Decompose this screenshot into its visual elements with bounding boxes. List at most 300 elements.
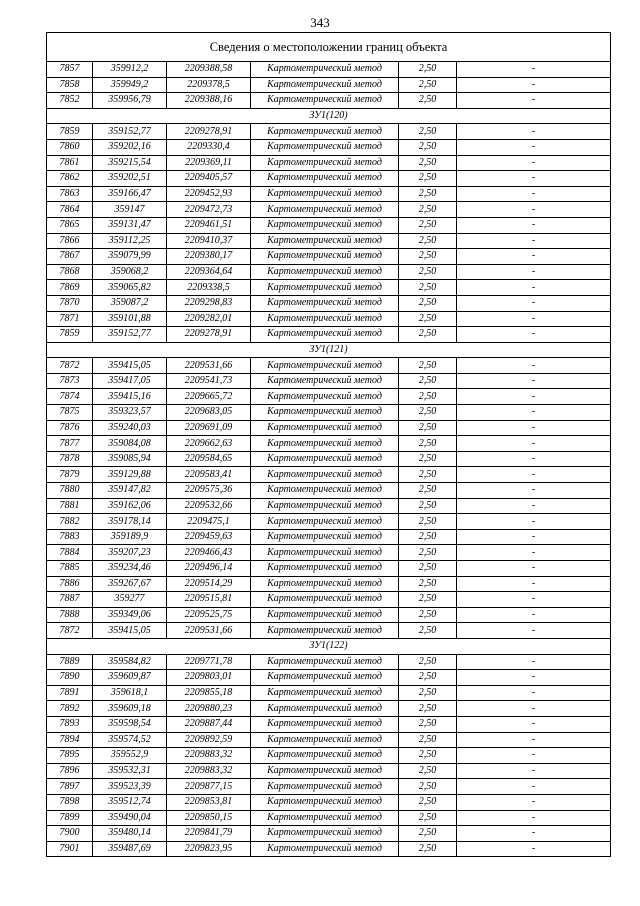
table-row xyxy=(47,373,611,389)
method-cell: Картометрический метод xyxy=(251,249,399,265)
x-coordinate-cell: 359523,39 xyxy=(93,779,167,795)
x-coordinate-cell: 359584,82 xyxy=(93,654,167,670)
method-cell: Картометрический метод xyxy=(251,233,399,249)
accuracy-cell: 2,50 xyxy=(399,529,457,545)
point-number-cell: 7888 xyxy=(47,607,93,623)
accuracy-cell: 2,50 xyxy=(399,171,457,187)
x-coordinate-cell: 359166,47 xyxy=(93,186,167,202)
table-row xyxy=(47,186,611,202)
accuracy-cell: 2,50 xyxy=(399,592,457,608)
description-cell: - xyxy=(457,794,611,810)
boundary-coordinates-table xyxy=(46,32,611,857)
description-cell: - xyxy=(457,93,611,109)
table-row xyxy=(47,623,611,639)
y-coordinate-cell: 2209278,91 xyxy=(167,327,251,343)
table-row xyxy=(47,202,611,218)
point-number-cell: 7876 xyxy=(47,420,93,436)
accuracy-cell: 2,50 xyxy=(399,358,457,374)
table-row xyxy=(47,654,611,670)
y-coordinate-cell: 2209541,73 xyxy=(167,373,251,389)
section-label: ЗУ1(121) xyxy=(47,342,611,358)
point-number-cell: 7865 xyxy=(47,217,93,233)
method-cell: Картометрический метод xyxy=(251,373,399,389)
accuracy-cell: 2,50 xyxy=(399,701,457,717)
description-cell: - xyxy=(457,280,611,296)
accuracy-cell: 2,50 xyxy=(399,124,457,140)
description-cell: - xyxy=(457,654,611,670)
method-cell: Картометрический метод xyxy=(251,77,399,93)
point-number-cell: 7886 xyxy=(47,576,93,592)
point-number-cell: 7874 xyxy=(47,389,93,405)
accuracy-cell: 2,50 xyxy=(399,514,457,530)
point-number-cell: 7852 xyxy=(47,93,93,109)
description-cell: - xyxy=(457,670,611,686)
description-cell: - xyxy=(457,171,611,187)
x-coordinate-cell: 359202,16 xyxy=(93,139,167,155)
method-cell: Картометрический метод xyxy=(251,436,399,452)
point-number-cell: 7859 xyxy=(47,327,93,343)
x-coordinate-cell: 359609,87 xyxy=(93,670,167,686)
point-number-cell: 7863 xyxy=(47,186,93,202)
x-coordinate-cell: 359234,46 xyxy=(93,561,167,577)
x-coordinate-cell: 359277 xyxy=(93,592,167,608)
table-row xyxy=(47,62,611,78)
accuracy-cell: 2,50 xyxy=(399,654,457,670)
description-cell: - xyxy=(457,311,611,327)
y-coordinate-cell: 2209691,09 xyxy=(167,420,251,436)
y-coordinate-cell: 2209410,37 xyxy=(167,233,251,249)
description-cell: - xyxy=(457,561,611,577)
method-cell: Картометрический метод xyxy=(251,592,399,608)
accuracy-cell: 2,50 xyxy=(399,841,457,857)
point-number-cell: 7872 xyxy=(47,623,93,639)
point-number-cell: 7900 xyxy=(47,826,93,842)
description-cell: - xyxy=(457,202,611,218)
accuracy-cell: 2,50 xyxy=(399,155,457,171)
section-header-row xyxy=(47,342,611,358)
accuracy-cell: 2,50 xyxy=(399,186,457,202)
y-coordinate-cell: 2209378,5 xyxy=(167,77,251,93)
point-number-cell: 7880 xyxy=(47,483,93,499)
y-coordinate-cell: 2209338,5 xyxy=(167,280,251,296)
x-coordinate-cell: 359068,2 xyxy=(93,264,167,280)
table-row xyxy=(47,217,611,233)
description-cell: - xyxy=(457,295,611,311)
table-row xyxy=(47,93,611,109)
table-row xyxy=(47,139,611,155)
accuracy-cell: 2,50 xyxy=(399,545,457,561)
x-coordinate-cell: 359129,88 xyxy=(93,467,167,483)
method-cell: Картометрический метод xyxy=(251,810,399,826)
accuracy-cell: 2,50 xyxy=(399,576,457,592)
description-cell: - xyxy=(457,732,611,748)
table-row xyxy=(47,405,611,421)
description-cell: - xyxy=(457,592,611,608)
x-coordinate-cell: 359178,14 xyxy=(93,514,167,530)
table-row xyxy=(47,77,611,93)
description-cell: - xyxy=(457,249,611,265)
y-coordinate-cell: 2209803,01 xyxy=(167,670,251,686)
point-number-cell: 7867 xyxy=(47,249,93,265)
description-cell: - xyxy=(457,358,611,374)
y-coordinate-cell: 2209880,23 xyxy=(167,701,251,717)
table-body xyxy=(47,33,611,857)
description-cell: - xyxy=(457,420,611,436)
description-cell: - xyxy=(457,716,611,732)
point-number-cell: 7898 xyxy=(47,794,93,810)
accuracy-cell: 2,50 xyxy=(399,826,457,842)
point-number-cell: 7860 xyxy=(47,139,93,155)
method-cell: Картометрический метод xyxy=(251,654,399,670)
y-coordinate-cell: 2209850,15 xyxy=(167,810,251,826)
point-number-cell: 7894 xyxy=(47,732,93,748)
y-coordinate-cell: 2209388,16 xyxy=(167,93,251,109)
table-row xyxy=(47,451,611,467)
description-cell: - xyxy=(457,373,611,389)
section-label: ЗУ1(120) xyxy=(47,108,611,124)
table-row xyxy=(47,529,611,545)
x-coordinate-cell: 359415,05 xyxy=(93,358,167,374)
table-row xyxy=(47,155,611,171)
description-cell: - xyxy=(457,233,611,249)
accuracy-cell: 2,50 xyxy=(399,732,457,748)
point-number-cell: 7864 xyxy=(47,202,93,218)
point-number-cell: 7857 xyxy=(47,62,93,78)
y-coordinate-cell: 2209531,66 xyxy=(167,623,251,639)
y-coordinate-cell: 2209583,41 xyxy=(167,467,251,483)
method-cell: Картометрический метод xyxy=(251,124,399,140)
table-row xyxy=(47,420,611,436)
accuracy-cell: 2,50 xyxy=(399,748,457,764)
y-coordinate-cell: 2209369,11 xyxy=(167,155,251,171)
y-coordinate-cell: 2209525,75 xyxy=(167,607,251,623)
table-row xyxy=(47,685,611,701)
description-cell: - xyxy=(457,576,611,592)
table-row xyxy=(47,701,611,717)
method-cell: Картометрический метод xyxy=(251,280,399,296)
point-number-cell: 7890 xyxy=(47,670,93,686)
x-coordinate-cell: 359207,23 xyxy=(93,545,167,561)
accuracy-cell: 2,50 xyxy=(399,389,457,405)
method-cell: Картометрический метод xyxy=(251,171,399,187)
description-cell: - xyxy=(457,841,611,857)
accuracy-cell: 2,50 xyxy=(399,685,457,701)
description-cell: - xyxy=(457,327,611,343)
table-row xyxy=(47,483,611,499)
description-cell: - xyxy=(457,810,611,826)
x-coordinate-cell: 359609,18 xyxy=(93,701,167,717)
table-row xyxy=(47,498,611,514)
accuracy-cell: 2,50 xyxy=(399,249,457,265)
method-cell: Картометрический метод xyxy=(251,748,399,764)
accuracy-cell: 2,50 xyxy=(399,420,457,436)
table-row xyxy=(47,327,611,343)
point-number-cell: 7881 xyxy=(47,498,93,514)
method-cell: Картометрический метод xyxy=(251,685,399,701)
point-number-cell: 7861 xyxy=(47,155,93,171)
accuracy-cell: 2,50 xyxy=(399,327,457,343)
description-cell: - xyxy=(457,545,611,561)
description-cell: - xyxy=(457,748,611,764)
x-coordinate-cell: 359349,06 xyxy=(93,607,167,623)
x-coordinate-cell: 359189,9 xyxy=(93,529,167,545)
point-number-cell: 7895 xyxy=(47,748,93,764)
description-cell: - xyxy=(457,623,611,639)
y-coordinate-cell: 2209380,17 xyxy=(167,249,251,265)
x-coordinate-cell: 359487,69 xyxy=(93,841,167,857)
section-label: ЗУ1(122) xyxy=(47,638,611,654)
description-cell: - xyxy=(457,451,611,467)
y-coordinate-cell: 2209683,05 xyxy=(167,405,251,421)
method-cell: Картометрический метод xyxy=(251,420,399,436)
x-coordinate-cell: 359147,82 xyxy=(93,483,167,499)
point-number-cell: 7878 xyxy=(47,451,93,467)
point-number-cell: 7901 xyxy=(47,841,93,857)
method-cell: Картометрический метод xyxy=(251,62,399,78)
point-number-cell: 7872 xyxy=(47,358,93,374)
x-coordinate-cell: 359112,25 xyxy=(93,233,167,249)
point-number-cell: 7899 xyxy=(47,810,93,826)
method-cell: Картометрический метод xyxy=(251,670,399,686)
y-coordinate-cell: 2209877,15 xyxy=(167,779,251,795)
accuracy-cell: 2,50 xyxy=(399,77,457,93)
y-coordinate-cell: 2209278,91 xyxy=(167,124,251,140)
accuracy-cell: 2,50 xyxy=(399,763,457,779)
accuracy-cell: 2,50 xyxy=(399,311,457,327)
accuracy-cell: 2,50 xyxy=(399,607,457,623)
x-coordinate-cell: 359162,06 xyxy=(93,498,167,514)
accuracy-cell: 2,50 xyxy=(399,451,457,467)
point-number-cell: 7897 xyxy=(47,779,93,795)
method-cell: Картометрический метод xyxy=(251,264,399,280)
x-coordinate-cell: 359480,14 xyxy=(93,826,167,842)
point-number-cell: 7858 xyxy=(47,77,93,93)
description-cell: - xyxy=(457,139,611,155)
description-cell: - xyxy=(457,607,611,623)
description-cell: - xyxy=(457,514,611,530)
table-row xyxy=(47,763,611,779)
y-coordinate-cell: 2209330,4 xyxy=(167,139,251,155)
table-row xyxy=(47,249,611,265)
point-number-cell: 7883 xyxy=(47,529,93,545)
method-cell: Картометрический метод xyxy=(251,483,399,499)
accuracy-cell: 2,50 xyxy=(399,716,457,732)
method-cell: Картометрический метод xyxy=(251,732,399,748)
method-cell: Картометрический метод xyxy=(251,389,399,405)
x-coordinate-cell: 359956,79 xyxy=(93,93,167,109)
table-row xyxy=(47,171,611,187)
accuracy-cell: 2,50 xyxy=(399,264,457,280)
accuracy-cell: 2,50 xyxy=(399,810,457,826)
x-coordinate-cell: 359065,82 xyxy=(93,280,167,296)
page-number: 343 xyxy=(310,15,330,30)
point-number-cell: 7892 xyxy=(47,701,93,717)
y-coordinate-cell: 2209514,29 xyxy=(167,576,251,592)
description-cell: - xyxy=(457,685,611,701)
table-row xyxy=(47,233,611,249)
y-coordinate-cell: 2209584,65 xyxy=(167,451,251,467)
table-row xyxy=(47,826,611,842)
description-cell: - xyxy=(457,389,611,405)
method-cell: Картометрический метод xyxy=(251,701,399,717)
x-coordinate-cell: 359949,2 xyxy=(93,77,167,93)
method-cell: Картометрический метод xyxy=(251,607,399,623)
method-cell: Картометрический метод xyxy=(251,576,399,592)
table-row xyxy=(47,358,611,374)
table-row xyxy=(47,389,611,405)
x-coordinate-cell: 359152,77 xyxy=(93,327,167,343)
x-coordinate-cell: 359618,1 xyxy=(93,685,167,701)
point-number-cell: 7870 xyxy=(47,295,93,311)
accuracy-cell: 2,50 xyxy=(399,280,457,296)
section-header-row xyxy=(47,108,611,124)
accuracy-cell: 2,50 xyxy=(399,561,457,577)
description-cell: - xyxy=(457,483,611,499)
x-coordinate-cell: 359323,57 xyxy=(93,405,167,421)
description-cell: - xyxy=(457,763,611,779)
point-number-cell: 7884 xyxy=(47,545,93,561)
point-number-cell: 7862 xyxy=(47,171,93,187)
accuracy-cell: 2,50 xyxy=(399,373,457,389)
description-cell: - xyxy=(457,529,611,545)
method-cell: Картометрический метод xyxy=(251,467,399,483)
table-row xyxy=(47,748,611,764)
accuracy-cell: 2,50 xyxy=(399,467,457,483)
y-coordinate-cell: 2209472,73 xyxy=(167,202,251,218)
x-coordinate-cell: 359087,2 xyxy=(93,295,167,311)
x-coordinate-cell: 359574,52 xyxy=(93,732,167,748)
method-cell: Картометрический метод xyxy=(251,93,399,109)
table-title-row xyxy=(47,33,611,62)
accuracy-cell: 2,50 xyxy=(399,217,457,233)
method-cell: Картометрический метод xyxy=(251,826,399,842)
x-coordinate-cell: 359202,51 xyxy=(93,171,167,187)
table-row xyxy=(47,561,611,577)
description-cell: - xyxy=(457,701,611,717)
point-number-cell: 7879 xyxy=(47,467,93,483)
x-coordinate-cell: 359079,99 xyxy=(93,249,167,265)
accuracy-cell: 2,50 xyxy=(399,498,457,514)
y-coordinate-cell: 2209855,18 xyxy=(167,685,251,701)
method-cell: Картометрический метод xyxy=(251,202,399,218)
y-coordinate-cell: 2209364,64 xyxy=(167,264,251,280)
accuracy-cell: 2,50 xyxy=(399,436,457,452)
x-coordinate-cell: 359598,54 xyxy=(93,716,167,732)
point-number-cell: 7859 xyxy=(47,124,93,140)
point-number-cell: 7882 xyxy=(47,514,93,530)
table-row xyxy=(47,467,611,483)
table-row xyxy=(47,841,611,857)
point-number-cell: 7869 xyxy=(47,280,93,296)
y-coordinate-cell: 2209515,81 xyxy=(167,592,251,608)
accuracy-cell: 2,50 xyxy=(399,202,457,218)
method-cell: Картометрический метод xyxy=(251,623,399,639)
table-row xyxy=(47,592,611,608)
method-cell: Картометрический метод xyxy=(251,498,399,514)
accuracy-cell: 2,50 xyxy=(399,779,457,795)
y-coordinate-cell: 2209475,1 xyxy=(167,514,251,530)
description-cell: - xyxy=(457,155,611,171)
method-cell: Картометрический метод xyxy=(251,155,399,171)
point-number-cell: 7875 xyxy=(47,405,93,421)
y-coordinate-cell: 2209298,83 xyxy=(167,295,251,311)
y-coordinate-cell: 2209841,79 xyxy=(167,826,251,842)
y-coordinate-cell: 2209452,93 xyxy=(167,186,251,202)
x-coordinate-cell: 359152,77 xyxy=(93,124,167,140)
accuracy-cell: 2,50 xyxy=(399,483,457,499)
table-row xyxy=(47,295,611,311)
description-cell: - xyxy=(457,436,611,452)
method-cell: Картометрический метод xyxy=(251,529,399,545)
method-cell: Картометрический метод xyxy=(251,561,399,577)
y-coordinate-cell: 2209887,44 xyxy=(167,716,251,732)
point-number-cell: 7873 xyxy=(47,373,93,389)
x-coordinate-cell: 359417,05 xyxy=(93,373,167,389)
x-coordinate-cell: 359490,04 xyxy=(93,810,167,826)
table-row xyxy=(47,514,611,530)
method-cell: Картометрический метод xyxy=(251,763,399,779)
x-coordinate-cell: 359101,88 xyxy=(93,311,167,327)
description-cell: - xyxy=(457,124,611,140)
method-cell: Картометрический метод xyxy=(251,358,399,374)
accuracy-cell: 2,50 xyxy=(399,794,457,810)
description-cell: - xyxy=(457,405,611,421)
method-cell: Картометрический метод xyxy=(251,545,399,561)
x-coordinate-cell: 359415,16 xyxy=(93,389,167,405)
table-row xyxy=(47,436,611,452)
description-cell: - xyxy=(457,498,611,514)
x-coordinate-cell: 359215,54 xyxy=(93,155,167,171)
description-cell: - xyxy=(457,186,611,202)
table-row xyxy=(47,716,611,732)
table-row xyxy=(47,810,611,826)
x-coordinate-cell: 359085,94 xyxy=(93,451,167,467)
description-cell: - xyxy=(457,779,611,795)
x-coordinate-cell: 359131,47 xyxy=(93,217,167,233)
accuracy-cell: 2,50 xyxy=(399,139,457,155)
accuracy-cell: 2,50 xyxy=(399,405,457,421)
method-cell: Картометрический метод xyxy=(251,405,399,421)
description-cell: - xyxy=(457,467,611,483)
point-number-cell: 7896 xyxy=(47,763,93,779)
y-coordinate-cell: 2209665,72 xyxy=(167,389,251,405)
table-row xyxy=(47,732,611,748)
x-coordinate-cell: 359267,67 xyxy=(93,576,167,592)
y-coordinate-cell: 2209388,58 xyxy=(167,62,251,78)
x-coordinate-cell: 359415,05 xyxy=(93,623,167,639)
x-coordinate-cell: 359912,2 xyxy=(93,62,167,78)
table-row xyxy=(47,311,611,327)
point-number-cell: 7887 xyxy=(47,592,93,608)
table-row xyxy=(47,779,611,795)
table-row xyxy=(47,545,611,561)
method-cell: Картометрический метод xyxy=(251,514,399,530)
y-coordinate-cell: 2209823,95 xyxy=(167,841,251,857)
table-title: Сведения о местоположении границ объекта xyxy=(47,33,611,62)
point-number-cell: 7868 xyxy=(47,264,93,280)
y-coordinate-cell: 2209883,32 xyxy=(167,763,251,779)
y-coordinate-cell: 2209405,57 xyxy=(167,171,251,187)
table-row xyxy=(47,280,611,296)
x-coordinate-cell: 359512,74 xyxy=(93,794,167,810)
y-coordinate-cell: 2209466,43 xyxy=(167,545,251,561)
accuracy-cell: 2,50 xyxy=(399,623,457,639)
y-coordinate-cell: 2209892,59 xyxy=(167,732,251,748)
description-cell: - xyxy=(457,62,611,78)
table-row xyxy=(47,264,611,280)
x-coordinate-cell: 359147 xyxy=(93,202,167,218)
y-coordinate-cell: 2209532,66 xyxy=(167,498,251,514)
